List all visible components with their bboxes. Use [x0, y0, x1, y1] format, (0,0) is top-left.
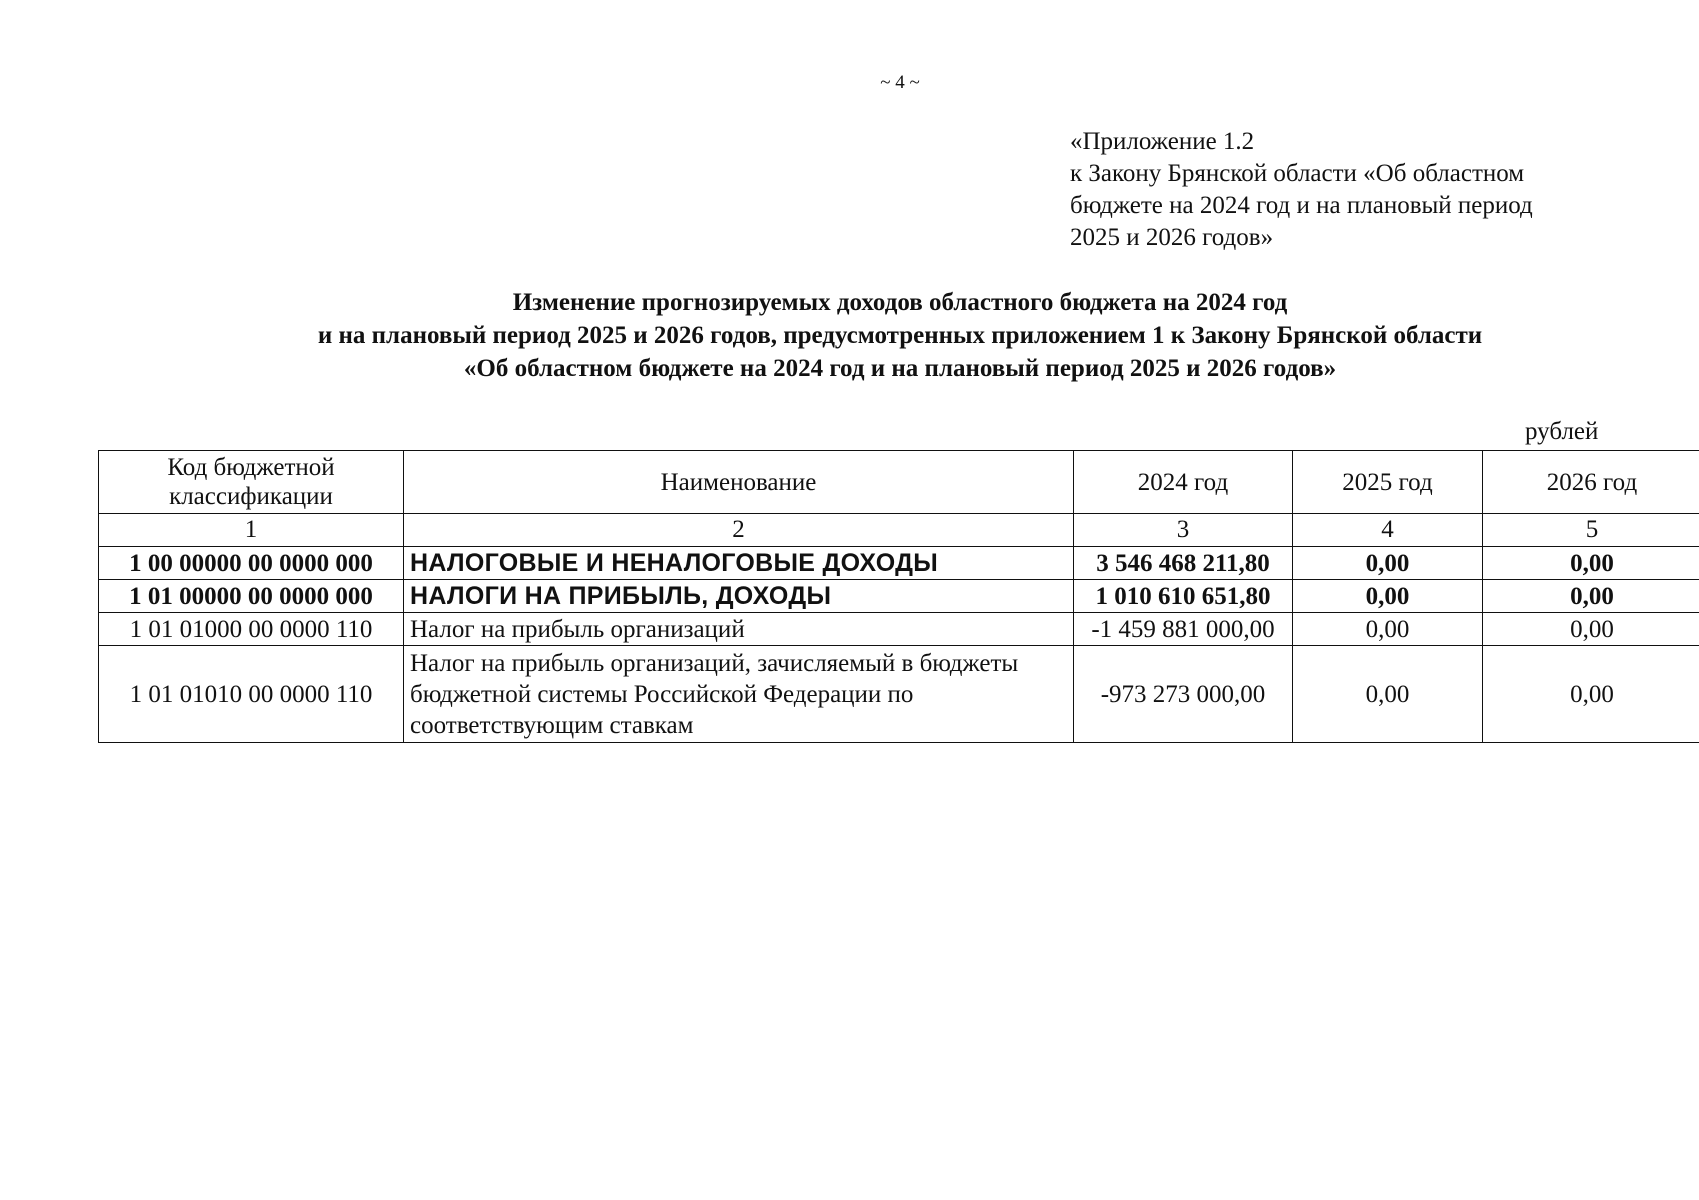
- table-row: [99, 547, 1699, 580]
- header-name: Наименование: [404, 451, 1074, 514]
- row-code: 1 00 00000 00 0000 000: [99, 547, 404, 580]
- appendix-line: бюджете на 2024 год и на плановый период: [1070, 192, 1533, 219]
- row-2025: 0,00: [1293, 646, 1483, 743]
- units-label: рублей: [1525, 418, 1599, 445]
- page-number: ~ 4 ~: [880, 72, 920, 93]
- appendix-reference: [1070, 126, 1533, 254]
- table-header-row: [99, 451, 1699, 514]
- budget-table: [98, 450, 1699, 743]
- title-line: и на плановый период 2025 и 2026 годов, предусмотренных приложением 1 к Закону Брянской области: [317, 322, 1483, 349]
- header-2024: 2024 год: [1074, 451, 1293, 514]
- row-code: 1 01 01010 00 0000 110: [99, 646, 404, 743]
- column-number: 3: [1074, 514, 1293, 547]
- table-row: [99, 646, 1699, 743]
- row-2025: 0,00: [1293, 580, 1483, 613]
- row-2024: 3 546 468 211,80: [1074, 547, 1293, 580]
- row-2026: 0,00: [1483, 580, 1699, 613]
- row-2024: -973 273 000,00: [1074, 646, 1293, 743]
- row-2024: -1 459 881 000,00: [1074, 613, 1293, 646]
- document-title: [100, 286, 1699, 385]
- appendix-line: 2025 и 2026 годов»: [1070, 224, 1274, 251]
- row-2024: 1 010 610 651,80: [1074, 580, 1293, 613]
- row-2026: 0,00: [1483, 547, 1699, 580]
- column-number: 1: [99, 514, 404, 547]
- row-name: НАЛОГОВЫЕ И НЕНАЛОГОВЫЕ ДОХОДЫ: [404, 547, 1074, 580]
- column-number: 5: [1483, 514, 1699, 547]
- row-code: 1 01 00000 00 0000 000: [99, 580, 404, 613]
- table-row: [99, 613, 1699, 646]
- appendix-line: к Закону Брянской области «Об областном: [1070, 160, 1525, 187]
- header-2026: 2026 год: [1483, 451, 1699, 514]
- row-name: Налог на прибыль организаций: [404, 613, 1074, 646]
- column-number: 4: [1293, 514, 1483, 547]
- row-name: Налог на прибыль организаций, зачисляемый в бюджеты бюджетной системы Российской Федерации по соответствующим ставкам: [404, 646, 1074, 743]
- column-number-row: [99, 514, 1699, 547]
- title-line: «Об областном бюджете на 2024 год и на плановый период 2025 и 2026 годов»: [463, 355, 1337, 382]
- header-code: Код бюджетной классификации: [99, 451, 404, 514]
- header-2025: 2025 год: [1293, 451, 1483, 514]
- row-2026: 0,00: [1483, 613, 1699, 646]
- row-2025: 0,00: [1293, 547, 1483, 580]
- row-2026: 0,00: [1483, 646, 1699, 743]
- row-name: НАЛОГИ НА ПРИБЫЛЬ, ДОХОДЫ: [404, 580, 1074, 613]
- row-code: 1 01 01000 00 0000 110: [99, 613, 404, 646]
- row-2025: 0,00: [1293, 613, 1483, 646]
- title-line: Изменение прогнозируемых доходов областного бюджета на 2024 год: [512, 289, 1288, 316]
- table-row: [99, 580, 1699, 613]
- appendix-line: «Приложение 1.2: [1070, 128, 1255, 155]
- column-number: 2: [404, 514, 1074, 547]
